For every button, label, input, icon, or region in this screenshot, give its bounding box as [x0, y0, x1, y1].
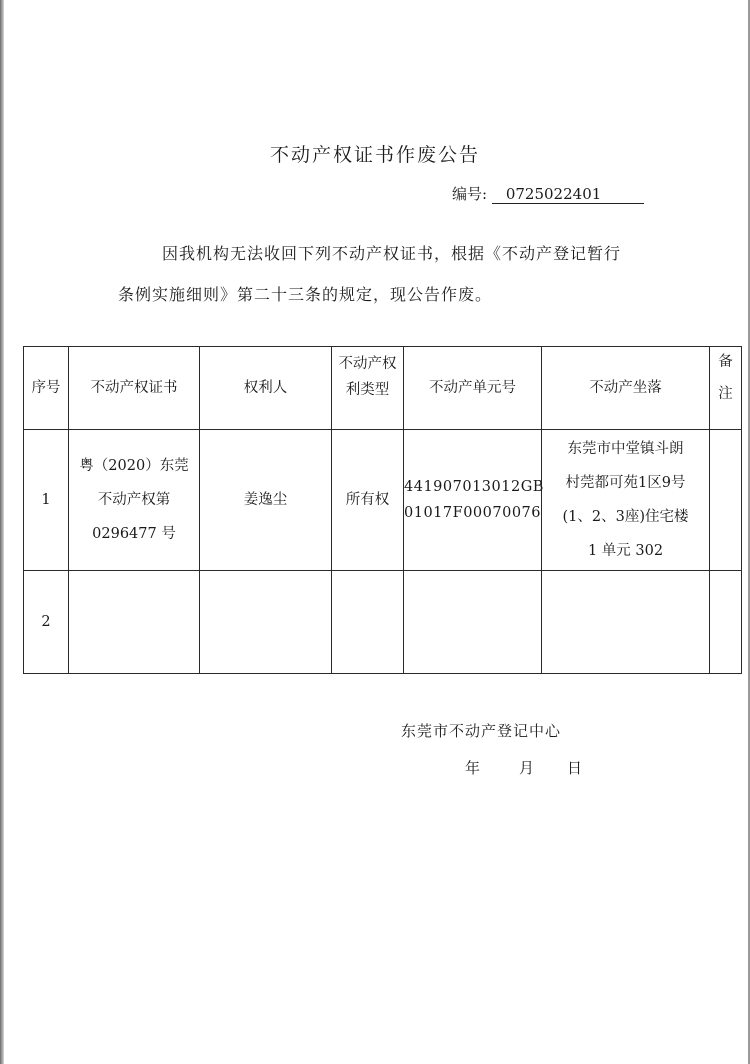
cell-location-line-3: (1、2、3座)住宅楼: [562, 509, 689, 525]
header-remark: [710, 347, 742, 430]
certificate-table: [23, 346, 742, 674]
header-remark-line-1: 备: [718, 354, 733, 370]
cell-location-line-2: 村莞都可苑1区9号: [565, 475, 686, 491]
header-right-type-line-1: 不动产权: [338, 356, 397, 372]
cell-unit-no-line-1: 441907013012GB: [404, 479, 544, 495]
cell-index: 2: [24, 571, 69, 674]
cell-remark: [710, 571, 742, 674]
cell-holder: [200, 571, 332, 674]
header-right-type: [332, 347, 404, 430]
cell-location-line-4: 1 单元 302: [587, 543, 664, 559]
cell-certificate-line-2: 不动产权第: [97, 492, 171, 508]
cell-certificate: [69, 571, 200, 674]
date-day-label: 日: [567, 759, 583, 777]
cell-certificate-line-3: 0296477 号: [92, 526, 176, 542]
issuing-organization: 东莞市不动产登记中心: [401, 722, 562, 740]
date-year-label: 年: [465, 759, 481, 777]
cell-right-type: [332, 571, 404, 674]
date-month-label: 月: [519, 759, 535, 777]
header-unit-no: 不动产单元号: [404, 347, 542, 430]
cell-remark: [710, 430, 742, 571]
cell-certificate: [69, 430, 200, 571]
cell-unit-no-line-2: 01017F00070076: [404, 505, 541, 521]
cell-location-line-1: 东莞市中堂镇斗朗: [567, 441, 684, 457]
cell-location: [542, 571, 710, 674]
header-holder: 权利人: [200, 347, 332, 430]
table-row: [24, 571, 742, 674]
header-remark-line-2: 注: [718, 386, 733, 402]
document-number: [452, 183, 644, 204]
cell-holder: 姜逸尘: [200, 430, 332, 571]
document-number-value: 0725022401: [492, 185, 644, 204]
header-location: 不动产坐落: [542, 347, 710, 430]
table-row: [24, 430, 742, 571]
header-certificate: 不动产权证书: [69, 347, 200, 430]
cell-location: [542, 430, 710, 571]
page-title: 不动产权证书作废公告: [269, 144, 480, 166]
issue-date: [465, 757, 582, 778]
cell-index: 1: [24, 430, 69, 571]
header-index: 序号: [24, 347, 69, 430]
document-number-label: 编号:: [452, 185, 488, 203]
table-header-row: [24, 347, 742, 430]
cell-certificate-line-1: 粤（2020）东莞: [79, 458, 189, 474]
cell-right-type: 所有权: [332, 430, 404, 571]
cell-unit-no: [404, 571, 542, 674]
body-text-line-2: 条例实施细则》第二十三条的规定，现公告作废。: [118, 285, 493, 304]
header-right-type-line-2: 利类型: [345, 382, 390, 398]
body-text-line-1: 因我机构无法收回下列不动产权证书，根据《不动产登记暂行: [162, 244, 622, 263]
cell-unit-no: [404, 430, 542, 571]
